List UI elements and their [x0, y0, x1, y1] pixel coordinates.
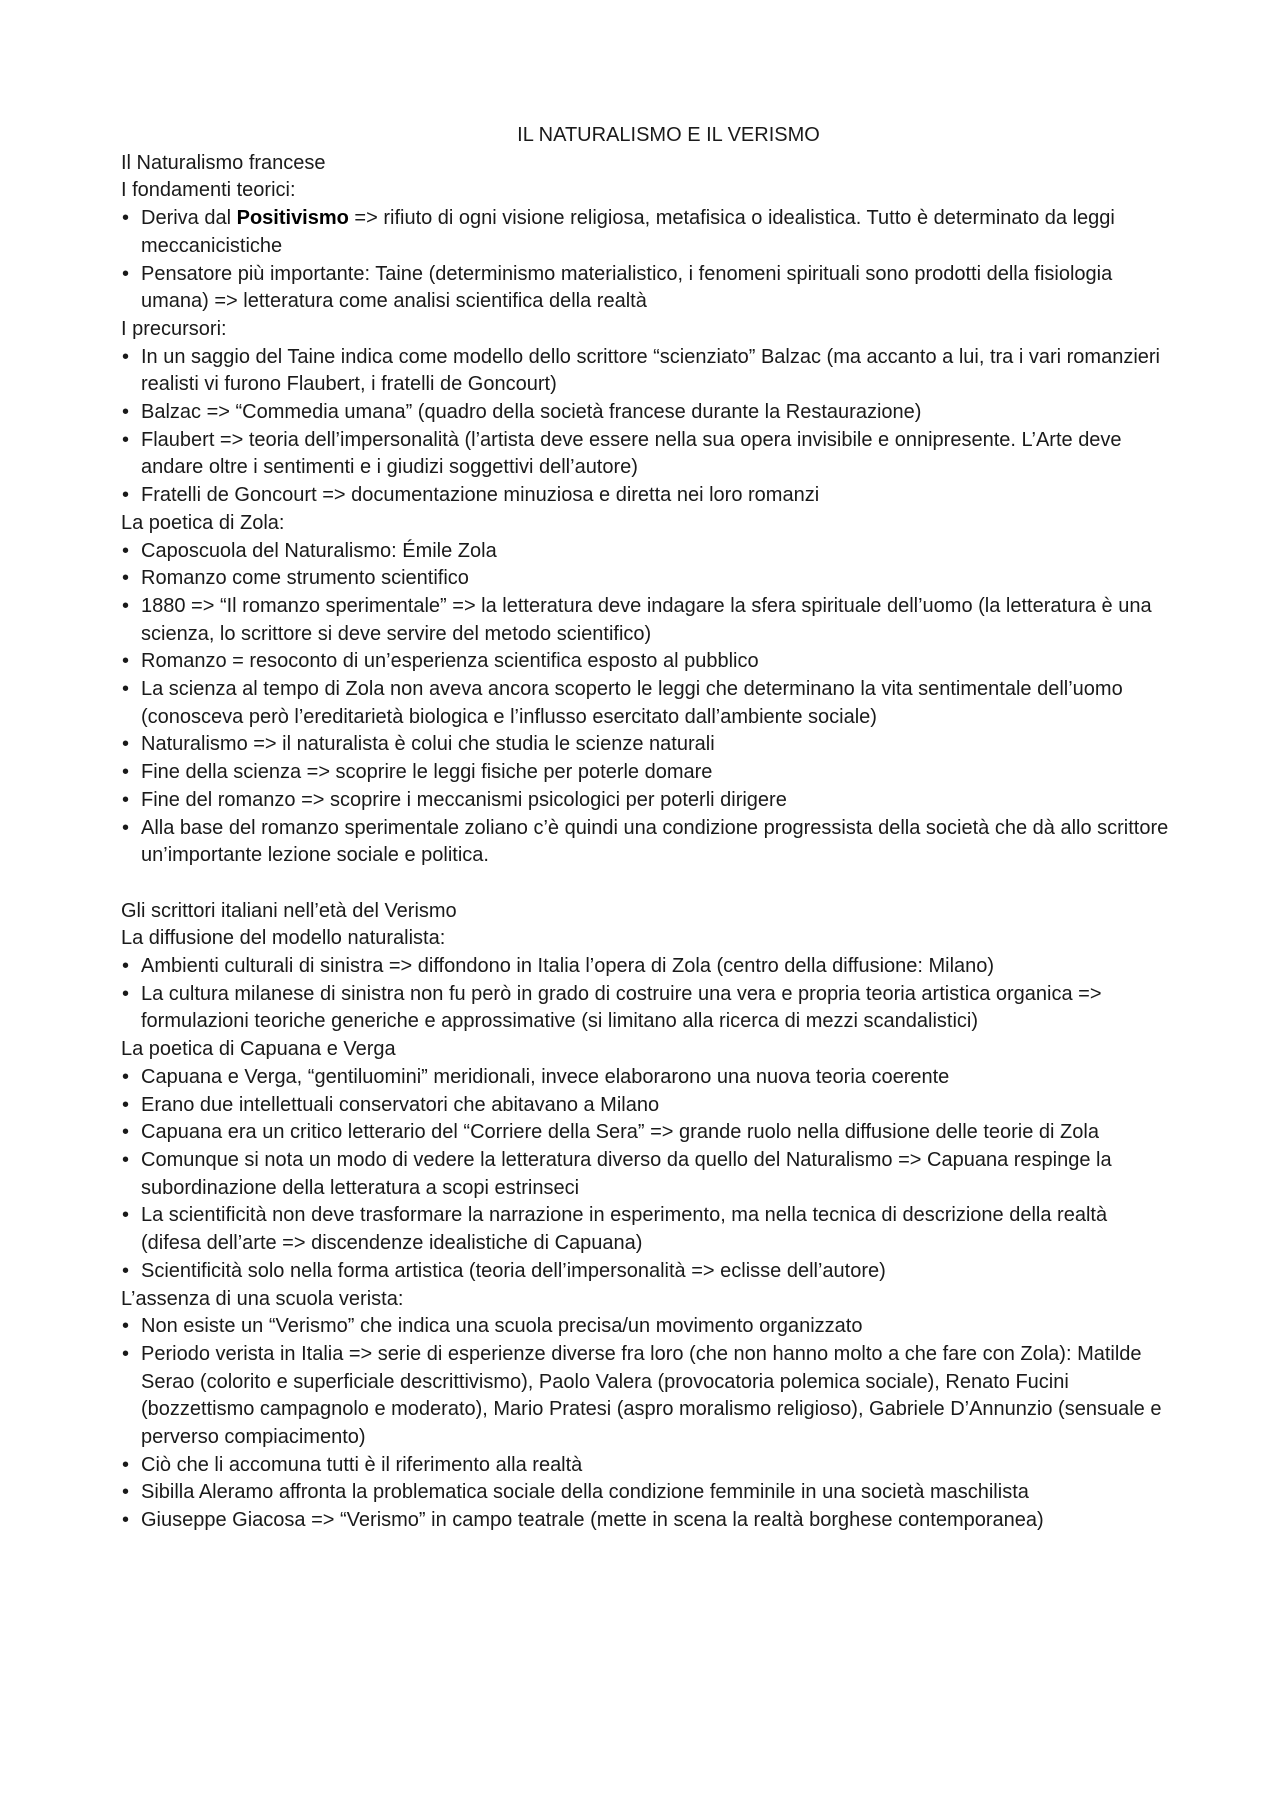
list-item: • Non esiste un “Verismo” che indica una scuola precisa/un movimento organizzato — [121, 1313, 1171, 1341]
heading-fondamenti: I fondamenti teorici: — [121, 179, 296, 202]
list-item: • Capuana era un critico letterario del “Corriere della Sera” => grande ruolo nella diffusione delle teorie di Zola — [121, 1119, 1171, 1147]
list-fondamenti — [121, 205, 1171, 316]
document-body — [121, 122, 1171, 1535]
list-item: • La scientificità non deve trasformare la narrazione in esperimento, ma nella tecnica di descrizione della realtà (difesa dell’arte => discendenze idealistiche di Capuana) — [121, 1202, 1171, 1257]
text-fragment: Deriva dal — [141, 207, 237, 230]
list-item: • La scienza al tempo di Zola non aveva ancora scoperto le leggi che determinano la vita sentimentale dell’uomo (conosceva però l’ereditarietà biologica e l’influsso esercitato dall’ambiente sociale) — [121, 676, 1171, 731]
list-item: • Ciò che li accomuna tutti è il riferimento alla realtà — [121, 1452, 1171, 1480]
list-zola — [121, 538, 1171, 870]
list-item: • Romanzo come strumento scientifico — [121, 565, 1171, 593]
list-item: • Naturalismo => il naturalista è colui che studia le scienze naturali — [121, 731, 1171, 759]
list-item: • Sibilla Aleramo affronta la problematica sociale della condizione femminile in una società maschilista — [121, 1479, 1171, 1507]
section-title-verismo: Gli scrittori italiani nell’età del Verismo — [121, 899, 457, 922]
list-item: • Balzac => “Commedia umana” (quadro della società francese durante la Restaurazione) — [121, 399, 1171, 427]
heading-diffusione: La diffusione del modello naturalista: — [121, 927, 446, 950]
list-item: • Fine della scienza => scoprire le leggi fisiche per poterle domare — [121, 759, 1171, 787]
list-diffusione — [121, 953, 1171, 1036]
list-item: • Scientificità solo nella forma artistica (teoria dell’impersonalità => eclisse dell’autore) — [121, 1258, 1171, 1286]
bold-term: Positivismo — [236, 207, 349, 230]
list-item: • In un saggio del Taine indica come modello dello scrittore “scienziato” Balzac (ma accanto a lui, tra i vari romanzieri realisti vi furono Flaubert, i fratelli de Goncourt) — [121, 344, 1171, 399]
list-capuana-verga — [121, 1064, 1171, 1286]
list-item: • Comunque si nota un modo di vedere la letteratura diverso da quello del Naturalismo => Capuana respinge la subordinazione della letteratura a scopi estrinseci — [121, 1147, 1171, 1202]
page-title: IL NATURALISMO E IL VERISMO — [517, 124, 820, 146]
heading-zola: La poetica di Zola: — [121, 511, 285, 534]
text-fragment: => rifiuto di ogni visione religiosa, metafisica o idealistica. Tutto è determinato da leggi meccanicistiche — [141, 207, 1115, 257]
list-item: • La cultura milanese di sinistra non fu però in grado di costruire una vera e propria teoria artistica organica => formulazioni teoriche generiche e approssimative (si limitano alla ricerca di mezzi scandalistici) — [121, 981, 1171, 1036]
spacer — [121, 870, 1171, 898]
list-assenza-scuola — [121, 1313, 1171, 1535]
heading-assenza-scuola: L’assenza di una scuola verista: — [121, 1287, 404, 1310]
list-item: • Fine del romanzo => scoprire i meccanismi psicologici per poterli dirigere — [121, 787, 1171, 815]
heading-capuana-verga: La poetica di Capuana e Verga — [121, 1038, 396, 1061]
list-item: • Periodo verista in Italia => serie di esperienze diverse fra loro (che non hanno molto a che fare con Zola): Matilde Serao (colorito e superficiale descrittivismo), Paolo Valera (provocatoria polemica sociale), Renato Fucini (bozzettismo campagnolo e moderato), Mario Pratesi (aspro moralismo religioso), Gabriele D’Annunzio (sensuale e perverso compiacimento) — [121, 1341, 1171, 1452]
list-item: • Ambienti culturali di sinistra => diffondono in Italia l’opera di Zola (centro della diffusione: Milano) — [121, 953, 1171, 981]
list-item: • Capuana e Verga, “gentiluomini” meridionali, invece elaborarono una nuova teoria coerente — [121, 1064, 1171, 1092]
list-item: • Alla base del romanzo sperimentale zoliano c’è quindi una condizione progressista della società che dà allo scrittore un’importante lezione sociale e politica. — [121, 815, 1171, 870]
list-item: • Fratelli de Goncourt => documentazione minuziosa e diretta nei loro romanzi — [121, 482, 1171, 510]
heading-precursori: I precursori: — [121, 317, 227, 340]
list-item: • Erano due intellettuali conservatori che abitavano a Milano — [121, 1092, 1171, 1120]
section-title-naturalismo: Il Naturalismo francese — [121, 151, 326, 174]
list-item: • 1880 => “Il romanzo sperimentale” => la letteratura deve indagare la sfera spirituale dell’uomo (la letteratura è una scienza, lo scrittore si deve servire del metodo scientifico) — [121, 593, 1171, 648]
list-item: • Giuseppe Giacosa => “Verismo” in campo teatrale (mette in scena la realtà borghese contemporanea) — [121, 1507, 1171, 1535]
list-item: • Pensatore più importante: Taine (determinismo materialistico, i fenomeni spirituali sono prodotti della fisiologia umana) => letteratura come analisi scientifica della realtà — [121, 261, 1171, 316]
list-precursori — [121, 344, 1171, 510]
list-item: • Caposcuola del Naturalismo: Émile Zola — [121, 538, 1171, 566]
list-item: • Romanzo = resoconto di un’esperienza scientifica esposto al pubblico — [121, 648, 1171, 676]
list-item — [121, 205, 1171, 260]
list-item: • Flaubert => teoria dell’impersonalità (l’artista deve essere nella sua opera invisibile e onnipresente. L’Arte deve andare oltre i sentimenti e i giudizi soggettivi dell’autore) — [121, 427, 1171, 482]
